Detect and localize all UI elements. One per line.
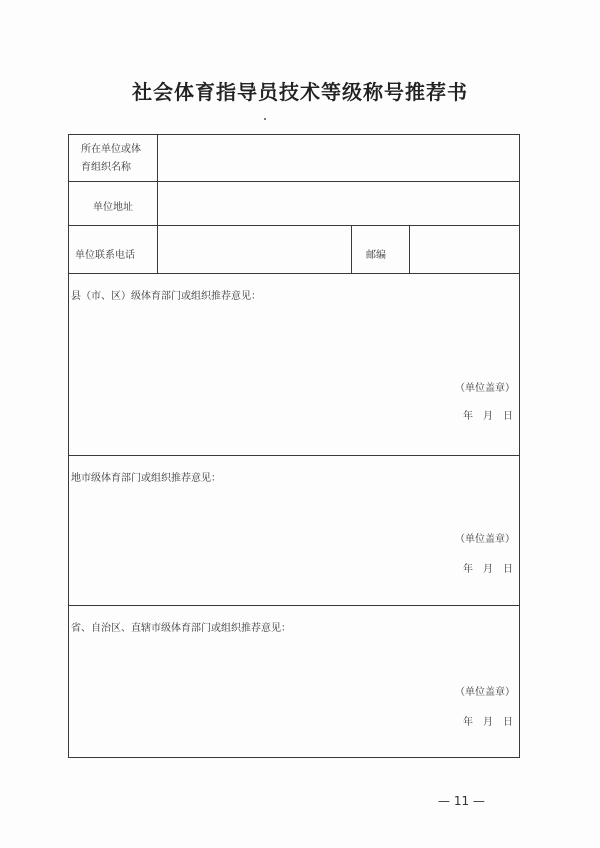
column-divider xyxy=(409,225,410,273)
county-date-label: 年 月 日 xyxy=(463,411,513,422)
province-opinion-field[interactable] xyxy=(71,635,519,695)
row-divider xyxy=(69,273,519,274)
stray-mark xyxy=(264,118,266,120)
row-divider xyxy=(69,455,519,456)
column-divider xyxy=(351,225,352,273)
county-opinion-field[interactable] xyxy=(71,303,519,403)
unit-address-field[interactable] xyxy=(159,183,519,224)
unit-name-label-line2: 育组织名称 xyxy=(81,162,131,173)
city-date-label: 年 月 日 xyxy=(463,564,513,575)
unit-address-label: 单位地址 xyxy=(93,202,133,213)
recommendation-form-table xyxy=(68,134,520,758)
unit-phone-field[interactable] xyxy=(159,227,349,272)
province-opinion-label: 省、自治区、直辖市级体育部门或组织推荐意见： xyxy=(71,623,291,634)
province-seal-label: （单位盖章） xyxy=(455,687,515,698)
province-date-label: 年 月 日 xyxy=(463,717,513,728)
city-opinion-label: 地市级体育部门或组织推荐意见： xyxy=(71,473,221,484)
row-divider xyxy=(69,181,519,182)
page-number: — 11 — xyxy=(438,794,485,808)
postcode-field[interactable] xyxy=(411,227,519,272)
county-opinion-label: 县（市、区）级体育部门或组织推荐意见： xyxy=(71,291,261,302)
city-seal-label: （单位盖章） xyxy=(455,534,515,545)
row-divider xyxy=(69,225,519,226)
county-seal-label: （单位盖章） xyxy=(455,383,515,394)
column-divider xyxy=(157,135,158,273)
city-opinion-field[interactable] xyxy=(71,485,519,545)
page-title: 社会体育指导员技术等级称号推荐书 xyxy=(132,80,468,104)
unit-phone-label: 单位联系电话 xyxy=(75,250,135,261)
unit-name-field[interactable] xyxy=(159,136,519,180)
row-divider xyxy=(69,605,519,606)
postcode-label: 邮编 xyxy=(366,250,386,261)
unit-name-label-line1: 所在单位或体 xyxy=(81,144,141,155)
